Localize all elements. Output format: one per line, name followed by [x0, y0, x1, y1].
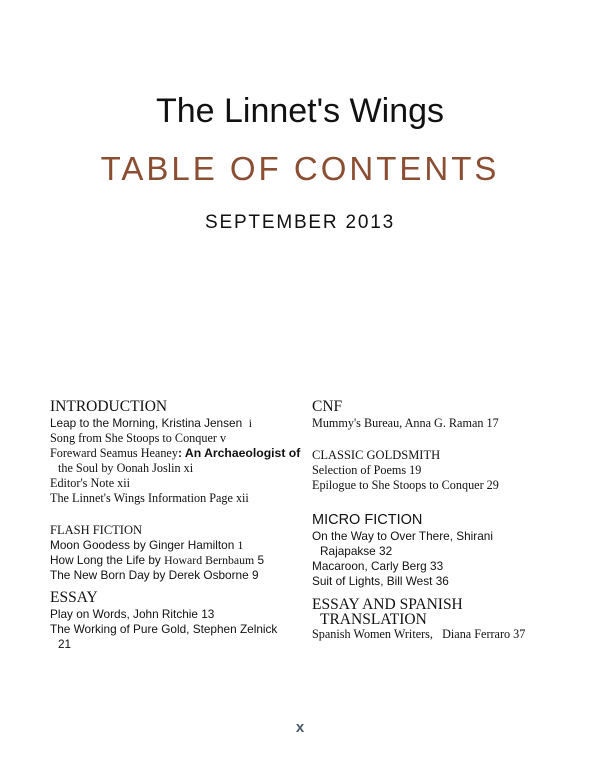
toc-entry-title: Leap to the Morning, Kristina Jensen: [50, 416, 243, 430]
section-heading-cnf: CNF: [312, 398, 343, 415]
section-micro-fiction: [312, 511, 562, 589]
toc-entry-title: Moon Goodess by Ginger Hamilton: [50, 538, 235, 552]
section-heading-essay-translation: ESSAY AND SPANISH: [312, 596, 463, 613]
toc-entry: Editor's Note xii: [50, 476, 131, 490]
toc-entry: Song from She Stoops to Conquer v: [50, 431, 227, 445]
toc-entry: Mummy's Bureau, Anna G. Raman 17: [312, 416, 499, 430]
toc-entry-title: Foreward Seamus Heaney: [50, 446, 178, 460]
section-essay-translation: [312, 597, 562, 642]
section-heading-essay: ESSAY: [50, 589, 98, 606]
toc-entry: [50, 416, 305, 431]
toc-entry: [50, 446, 305, 461]
toc-entry-title: How Long the Life by: [50, 553, 161, 567]
section-heading-classic-goldsmith: CLASSIC GOLDSMITH: [312, 448, 441, 462]
toc-entry: The Linnet's Wings Information Page xii: [50, 491, 249, 505]
toc-entry-continued: 21: [58, 637, 72, 651]
toc-entry-continued: the Soul by Oonah Joslin xi: [58, 461, 194, 475]
toc-entry-page: 5: [257, 553, 265, 567]
page-number: x: [295, 719, 305, 736]
spacer: [312, 431, 562, 447]
magazine-title: The Linnet's Wings: [155, 92, 445, 130]
toc-left-column: [50, 398, 305, 652]
section-heading-introduction: INTRODUCTION: [50, 398, 168, 415]
toc-entry-page: i: [248, 416, 252, 430]
toc-entry: On the Way to Over There, Shirani: [312, 529, 493, 543]
toc-entry: [50, 538, 305, 553]
section-flash-fiction: [50, 522, 305, 583]
toc-entry: Play on Words, John Ritchie 13: [50, 607, 215, 621]
toc-entry-continued: Rajapakse 32: [320, 544, 393, 558]
section-cnf: [312, 398, 562, 431]
toc-entry-author: Howard Bernbaum: [164, 553, 255, 567]
spacer: [50, 506, 305, 522]
toc-entry: [50, 553, 305, 568]
toc-right-column: [312, 398, 562, 642]
section-classic-goldsmith: [312, 447, 562, 493]
toc-entry-subtitle: : An Archaeologist of: [177, 446, 301, 460]
section-essay: [50, 589, 305, 652]
toc-entry: Selection of Poems 19: [312, 463, 422, 477]
toc-entry: The New Born Day by Derek Osborne 9: [50, 568, 259, 582]
toc-entry: Macaroon, Carly Berg 33: [312, 559, 444, 573]
toc-entry-title: Spanish Women Writers,: [312, 627, 433, 641]
section-heading-flash-fiction: FLASH FICTION: [50, 523, 143, 537]
toc-entry: [312, 627, 562, 642]
section-heading-micro-fiction: MICRO FICTION: [312, 512, 423, 528]
toc-entry: Suit of Lights, Bill West 36: [312, 574, 449, 588]
issue-date: SEPTEMBER 2013: [205, 212, 395, 233]
section-introduction: [50, 398, 305, 506]
table-of-contents-heading: TABLE OF CONTENTS: [100, 150, 500, 187]
toc-entry: The Working of Pure Gold, Stephen Zelnick: [50, 622, 278, 636]
toc-entry: Epilogue to She Stoops to Conquer 29: [312, 478, 499, 492]
spacer: [312, 493, 562, 511]
section-heading-essay-translation-continued: TRANSLATION: [320, 611, 427, 628]
toc-entry-page: 1: [237, 538, 244, 552]
toc-entry-author: Diana Ferraro 37: [442, 627, 526, 641]
